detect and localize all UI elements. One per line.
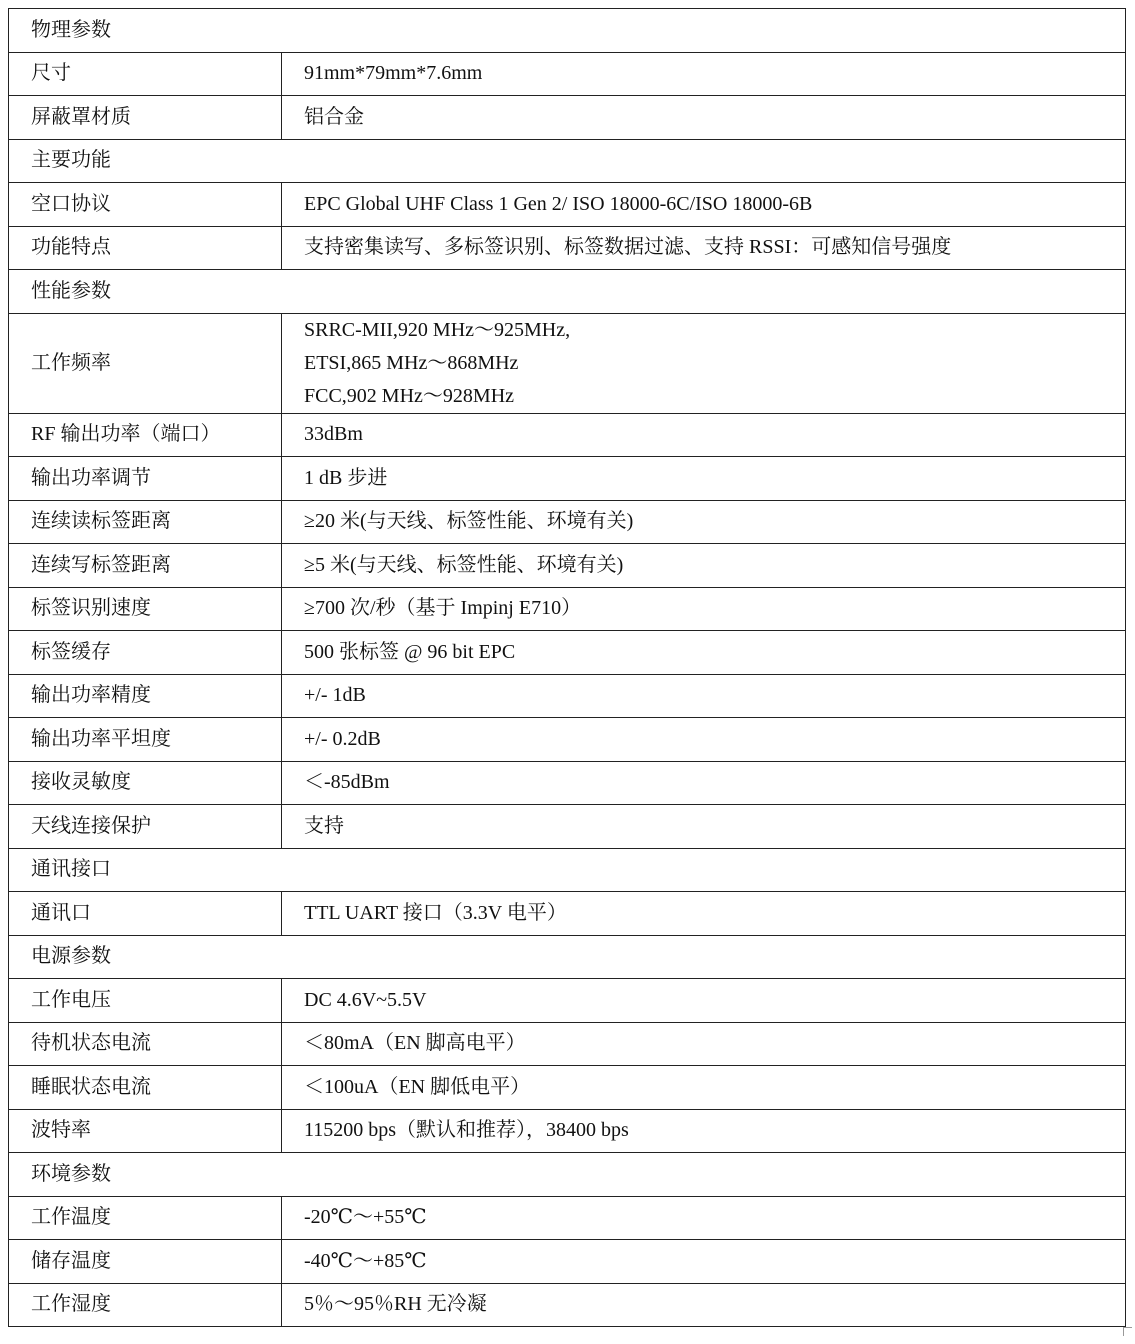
param-value: ＜80mA（EN 脚高电平） xyxy=(282,1022,1126,1066)
param-label: 屏蔽罩材质 xyxy=(9,96,282,140)
param-label: 工作湿度 xyxy=(9,1283,282,1327)
param-value: 91mm*79mm*7.6mm xyxy=(282,52,1126,96)
table-row xyxy=(9,718,1126,762)
spec-table xyxy=(8,8,1126,1327)
section-row xyxy=(9,9,1126,53)
table-row xyxy=(9,226,1126,270)
section-title: 主要功能 xyxy=(9,139,1126,183)
param-value: -40℃～+85℃ xyxy=(282,1240,1126,1284)
param-value: ＜100uA（EN 脚低电平） xyxy=(282,1066,1126,1110)
section-title: 物理参数 xyxy=(9,9,1126,53)
section-row xyxy=(9,935,1126,979)
param-label: 工作电压 xyxy=(9,979,282,1023)
table-row xyxy=(9,544,1126,588)
table-row xyxy=(9,96,1126,140)
section-title: 性能参数 xyxy=(9,270,1126,314)
section-row xyxy=(9,139,1126,183)
param-label: 天线连接保护 xyxy=(9,805,282,849)
param-label: 输出功率平坦度 xyxy=(9,718,282,762)
table-row xyxy=(9,313,1126,413)
param-label: 标签识别速度 xyxy=(9,587,282,631)
table-row xyxy=(9,674,1126,718)
param-label: RF 输出功率（端口） xyxy=(9,413,282,457)
param-value: ≥5 米(与天线、标签性能、环境有关) xyxy=(282,544,1126,588)
param-label: 储存温度 xyxy=(9,1240,282,1284)
frequency-line: FCC,902 MHz～928MHz xyxy=(304,384,515,407)
param-value: ≥700 次/秒（基于 Impinj E710） xyxy=(282,587,1126,631)
param-label: 尺寸 xyxy=(9,52,282,96)
table-row xyxy=(9,587,1126,631)
param-value: 支持 xyxy=(282,805,1126,849)
param-label: 波特率 xyxy=(9,1109,282,1153)
table-row xyxy=(9,1066,1126,1110)
param-value: +/- 1dB xyxy=(282,674,1126,718)
param-value-multiline xyxy=(282,313,1126,413)
param-label: 通讯口 xyxy=(9,892,282,936)
frequency-line: ETSI,865 MHz～868MHz xyxy=(304,351,519,374)
section-title: 电源参数 xyxy=(9,935,1126,979)
table-row xyxy=(9,183,1126,227)
table-row xyxy=(9,1109,1126,1153)
param-value: EPC Global UHF Class 1 Gen 2/ ISO 18000-6C/ISO 18000-6B xyxy=(282,183,1126,227)
param-label: 连续读标签距离 xyxy=(9,500,282,544)
param-label: 睡眠状态电流 xyxy=(9,1066,282,1110)
table-row xyxy=(9,500,1126,544)
param-label: 连续写标签距离 xyxy=(9,544,282,588)
text-boundary-mark xyxy=(1123,1327,1132,1336)
param-label: 待机状态电流 xyxy=(9,1022,282,1066)
param-value: 支持密集读写、多标签识别、标签数据过滤、支持 RSSI：可感知信号强度 xyxy=(282,226,1126,270)
table-row xyxy=(9,457,1126,501)
table-row xyxy=(9,805,1126,849)
param-label: 工作温度 xyxy=(9,1196,282,1240)
param-label: 工作频率 xyxy=(9,313,282,413)
table-row xyxy=(9,52,1126,96)
param-value: 33dBm xyxy=(282,413,1126,457)
table-row xyxy=(9,1240,1126,1284)
section-title: 通讯接口 xyxy=(9,848,1126,892)
param-value: TTL UART 接口（3.3V 电平） xyxy=(282,892,1126,936)
spec-table-body xyxy=(9,9,1126,1327)
param-value: ≥20 米(与天线、标签性能、环境有关) xyxy=(282,500,1126,544)
frequency-line: SRRC-MII,920 MHz～925MHz, xyxy=(304,318,571,341)
param-label: 输出功率精度 xyxy=(9,674,282,718)
table-row xyxy=(9,761,1126,805)
table-row xyxy=(9,892,1126,936)
section-title: 环境参数 xyxy=(9,1153,1126,1197)
section-row xyxy=(9,270,1126,314)
table-row xyxy=(9,1022,1126,1066)
param-value: 115200 bps（默认和推荐），38400 bps xyxy=(282,1109,1126,1153)
param-value: 铝合金 xyxy=(282,96,1126,140)
param-value: 500 张标签 @ 96 bit EPC xyxy=(282,631,1126,675)
table-row xyxy=(9,979,1126,1023)
param-label: 接收灵敏度 xyxy=(9,761,282,805)
param-value: +/- 0.2dB xyxy=(282,718,1126,762)
param-value: ＜-85dBm xyxy=(282,761,1126,805)
table-row xyxy=(9,1283,1126,1327)
param-label: 输出功率调节 xyxy=(9,457,282,501)
param-label: 标签缓存 xyxy=(9,631,282,675)
section-row xyxy=(9,1153,1126,1197)
section-row xyxy=(9,848,1126,892)
param-label: 功能特点 xyxy=(9,226,282,270)
table-row xyxy=(9,1196,1126,1240)
table-row xyxy=(9,413,1126,457)
param-value: 1 dB 步进 xyxy=(282,457,1126,501)
param-value: DC 4.6V~5.5V xyxy=(282,979,1126,1023)
table-row xyxy=(9,631,1126,675)
param-label: 空口协议 xyxy=(9,183,282,227)
param-value: -20℃～+55℃ xyxy=(282,1196,1126,1240)
param-value: 5％～95％RH 无冷凝 xyxy=(282,1283,1126,1327)
